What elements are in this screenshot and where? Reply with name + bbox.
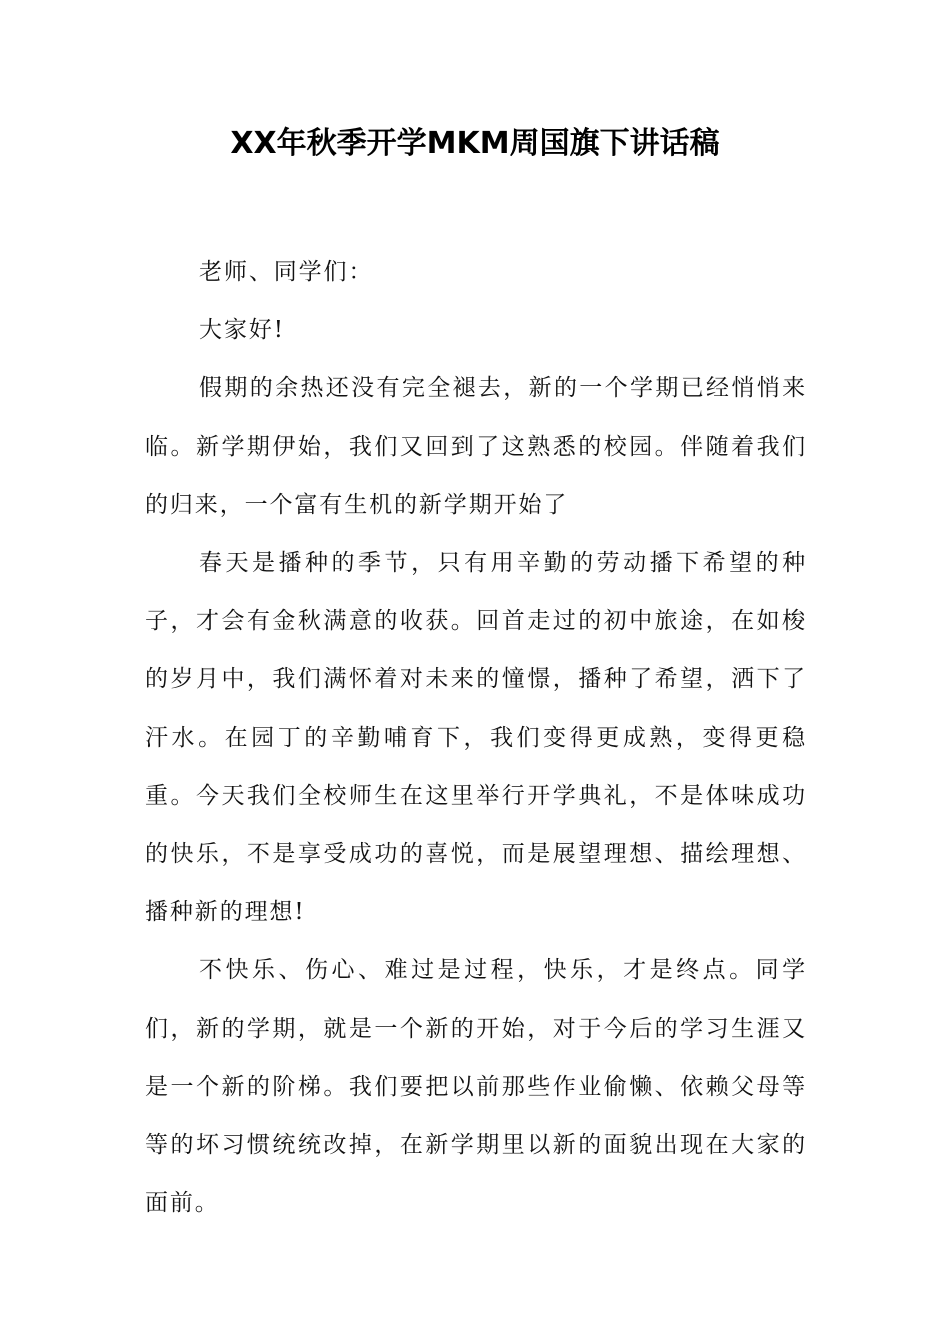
paragraph-1: 假期的余热还没有完全褪去，新的一个学期已经悄悄来临。新学期伊始，我们又回到了这熟悉的校园。伴随着我们的归来，一个富有生机的新学期开始了 <box>145 375 807 518</box>
greeting: 大家好! <box>199 317 285 344</box>
salutation: 老师、同学们： <box>199 259 374 285</box>
paragraph-2: 春天是播种的季节，只有用辛勤的劳动播下希望的种子，才会有金秋满意的收获。回首走过的初中旅途，在如梭的岁月中，我们满怀着对未来的憧憬，播种了希望，洒下了汗水。在园丁的辛勤哺育下，我们变得更成熟，变得更稳重。今天我们全校师生在这里举行开学典礼，不是体味成功的快乐，不是享受成功的喜悦，而是展望理想、描绘理想、播种新的理想! <box>145 550 807 926</box>
paragraph-3: 不快乐、伤心、难过是过程，快乐，才是终点。同学们，新的学期，就是一个新的开始，对于今后的学习生涯又是一个新的阶梯。我们要把以前那些作业偷懒、依赖父母等等的坏习惯统统改掉，在新学期里以新的面貌出现在大家的面前。 <box>145 957 807 1217</box>
document-title: XX年秋季开学MKM周国旗下讲话稿 <box>230 126 720 161</box>
document-body <box>145 243 807 1232</box>
